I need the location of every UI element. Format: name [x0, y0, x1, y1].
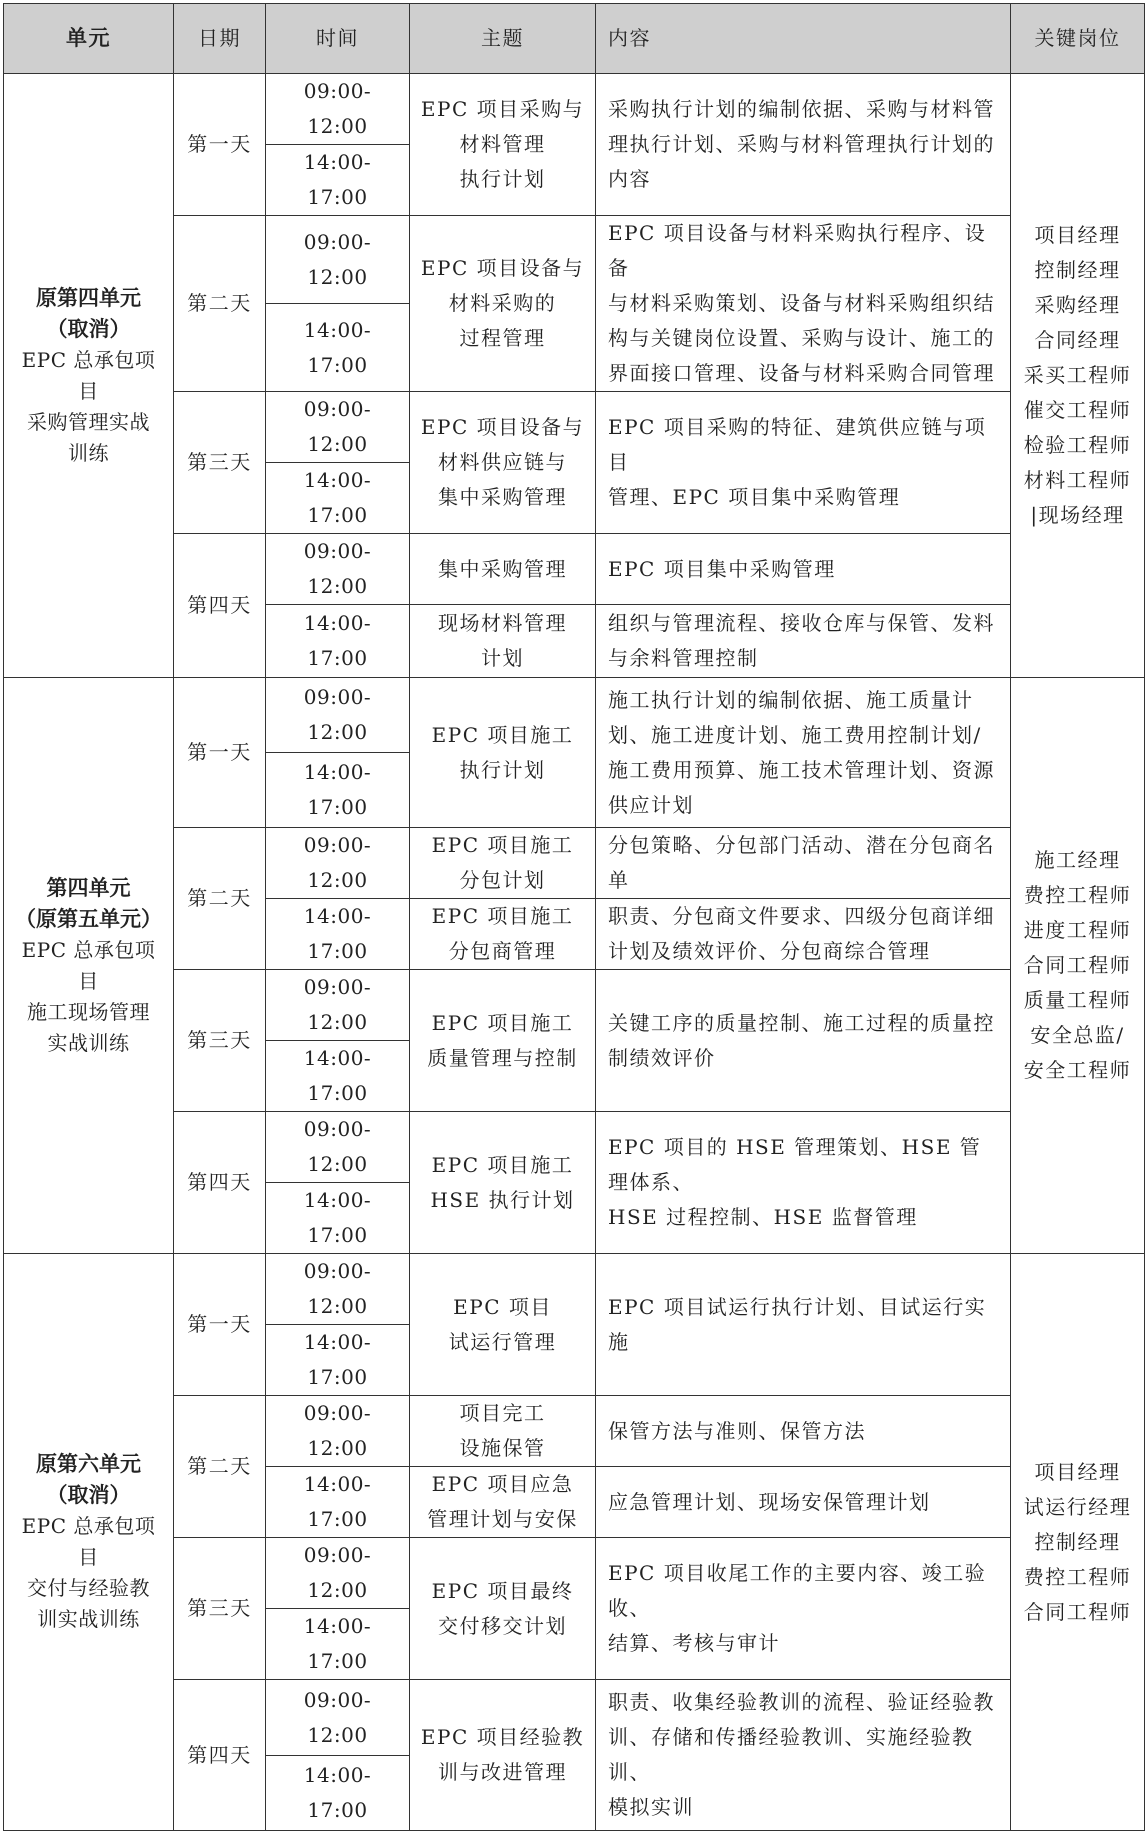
time-slot: 14:00-17:00: [266, 1467, 410, 1538]
time-slot: 14:00-17:00: [266, 1041, 410, 1112]
day-label: 第四天: [174, 1680, 266, 1831]
unit-cell: [4, 74, 174, 678]
role-line: 控制经理: [1034, 1529, 1121, 1554]
content-line: 界面接口管理、设备与材料采购合同管理: [608, 361, 995, 385]
content-cell: [596, 1538, 1011, 1680]
content-line: 关键工序的质量控制、施工过程的质量控: [608, 1010, 995, 1035]
role-line: 试运行经理: [1023, 1494, 1132, 1519]
content-cell: [596, 1680, 1011, 1831]
content-line: 施工执行计划的编制依据、施工质量计: [608, 687, 974, 712]
time-slot: 09:00-12:00: [266, 1112, 410, 1183]
role-line: 安全总监/: [1030, 1023, 1125, 1047]
content-line: 结算、考核与审计: [608, 1631, 780, 1655]
time-slot: 09:00-12:00: [266, 970, 410, 1041]
roles-cell: [1011, 74, 1145, 678]
topic-cell: [410, 1680, 596, 1831]
content-cell: [596, 534, 1011, 605]
content-line: 单: [608, 868, 630, 892]
topic-cell: [410, 74, 596, 216]
topic-line: EPC 项目施工: [431, 833, 574, 857]
unit-desc: 训练: [68, 440, 109, 465]
topic-cell: [410, 1254, 596, 1396]
roles-cell: [1011, 678, 1145, 1254]
topic-cell: [410, 534, 596, 605]
content-cell: [596, 899, 1011, 970]
day-label: 第四天: [174, 1112, 266, 1254]
topic-line: 设施保管: [459, 1436, 546, 1460]
day-label: 第二天: [174, 828, 266, 970]
content-line: EPC 项目设备与材料采购执行程序、设备: [608, 221, 987, 280]
unit-desc: 施工现场管理: [27, 999, 150, 1024]
time-slot: 09:00-12:00: [266, 678, 410, 753]
topic-cell: [410, 1538, 596, 1680]
topic-line: 分包商管理: [448, 939, 557, 963]
content-line: 制绩效评价: [608, 1045, 716, 1070]
role-line: 项目经理: [1034, 1459, 1121, 1484]
time-slot: 09:00-12:00: [266, 392, 410, 463]
header-content: 内容: [596, 4, 1011, 74]
topic-line: 项目完工: [459, 1401, 546, 1425]
time-slot: 14:00-17:00: [266, 145, 410, 216]
content-cell: [596, 1467, 1011, 1538]
content-line: EPC 项目试运行执行计划、目试运行实施: [608, 1294, 987, 1354]
content-line: 施工费用预算、施工技术管理计划、资源: [608, 757, 995, 782]
topic-line: EPC 项目施工: [431, 722, 574, 747]
day-label: 第一天: [174, 1254, 266, 1396]
topic-line: 质量管理与控制: [427, 1045, 578, 1070]
topic-line: 交付移交计划: [438, 1613, 567, 1638]
content-line: 职责、分包商文件要求、四级分包商详细: [608, 904, 995, 928]
topic-line: EPC 项目施工: [431, 904, 574, 928]
role-line: 合同经理: [1034, 328, 1121, 352]
header-roles: 关键岗位: [1011, 4, 1145, 74]
time-slot: 14:00-17:00: [266, 463, 410, 534]
content-cell: [596, 392, 1011, 534]
topic-cell: [410, 1396, 596, 1467]
content-line: 与材料采购策划、设备与材料采购组织结: [608, 291, 995, 315]
unit-desc: EPC 总承包项目: [21, 1514, 156, 1569]
unit-desc: 实战训练: [47, 1030, 130, 1055]
topic-line: EPC 项目经验教: [420, 1725, 585, 1749]
content-line: 构与关键岗位设置、采购与设计、施工的: [608, 326, 995, 350]
role-line: 费控工程师: [1023, 883, 1132, 907]
unit-cell: [4, 678, 174, 1254]
topic-cell: [410, 678, 596, 828]
content-cell: [596, 605, 1011, 678]
topic-line: EPC 项目施工: [431, 1152, 574, 1177]
unit-subtitle: （取消）: [46, 1483, 131, 1507]
role-line: 安全工程师: [1023, 1058, 1132, 1082]
time-slot: 14:00-17:00: [266, 1756, 410, 1831]
roles-cell: [1011, 1254, 1145, 1831]
schedule-table: [3, 3, 1145, 1831]
topic-line: EPC 项目应急: [431, 1472, 574, 1496]
unit-cell: [4, 1254, 174, 1831]
role-line: 合同工程师: [1023, 953, 1132, 977]
unit-desc: 交付与经验教: [27, 1576, 150, 1600]
day-label: 第三天: [174, 1538, 266, 1680]
topic-line: EPC 项目: [453, 1294, 552, 1319]
content-cell: [596, 828, 1011, 899]
role-line: 合同工程师: [1023, 1599, 1132, 1624]
topic-line: 执行计划: [459, 757, 546, 782]
topic-line: HSE 执行计划: [430, 1187, 575, 1212]
header-topic: 主题: [410, 4, 596, 74]
day-label: 第三天: [174, 970, 266, 1112]
unit-title: 原第六单元: [36, 1452, 141, 1476]
day-label: 第二天: [174, 1396, 266, 1538]
topic-cell: [410, 899, 596, 970]
time-slot: 14:00-17:00: [266, 304, 410, 392]
unit-title: 第四单元: [46, 875, 131, 900]
day-label: 第二天: [174, 216, 266, 392]
content-line: 保管方法与准则、保管方法: [608, 1418, 866, 1443]
day-label: 第一天: [174, 678, 266, 828]
content-line: 分包策略、分包部门活动、潜在分包商名: [608, 833, 995, 857]
role-line: |现场经理: [1030, 503, 1125, 527]
topic-line: 管理计划与安保: [427, 1507, 578, 1531]
time-slot: 14:00-17:00: [266, 1609, 410, 1680]
unit-subtitle: （取消）: [46, 316, 131, 341]
topic-line: 材料管理: [459, 132, 546, 156]
time-slot: 14:00-17:00: [266, 899, 410, 970]
unit-desc: 采购管理实战: [27, 409, 150, 434]
content-line: 供应计划: [608, 792, 694, 817]
topic-line: EPC 项目施工: [431, 1010, 574, 1035]
role-line: 控制经理: [1034, 258, 1121, 282]
topic-cell: [410, 1112, 596, 1254]
content-line: EPC 项目集中采购管理: [608, 556, 836, 581]
content-line: 采购执行计划的编制依据、采购与材料管: [608, 97, 995, 121]
day-label: 第三天: [174, 392, 266, 534]
time-slot: 14:00-17:00: [266, 1183, 410, 1254]
content-line: 划、施工进度计划、施工费用控制计划/: [608, 722, 982, 747]
content-cell: [596, 74, 1011, 216]
content-line: 管理、EPC 项目集中采购管理: [608, 485, 901, 509]
time-slot: 09:00-12:00: [266, 74, 410, 145]
time-slot: 14:00-17:00: [266, 1325, 410, 1396]
content-line: 组织与管理流程、接收仓库与保管、发料: [608, 611, 995, 635]
unit-subtitle: （原第五单元）: [15, 906, 162, 931]
time-slot: 09:00-12:00: [266, 828, 410, 899]
topic-line: 计划: [481, 646, 524, 670]
topic-cell: [410, 1467, 596, 1538]
content-cell: [596, 970, 1011, 1112]
content-line: 计划及绩效评价、分包商综合管理: [608, 939, 931, 963]
topic-cell: [410, 828, 596, 899]
topic-line: 现场材料管理: [438, 611, 567, 635]
topic-cell: [410, 216, 596, 392]
role-line: 材料工程师: [1023, 468, 1132, 492]
topic-line: EPC 项目最终: [431, 1578, 574, 1603]
content-line: 职责、收集经验教训的流程、验证经验教: [608, 1690, 995, 1714]
content-line: EPC 项目的 HSE 管理策划、HSE 管理体系、: [608, 1135, 982, 1194]
topic-line: 材料采购的: [448, 291, 557, 315]
content-cell: [596, 1112, 1011, 1254]
role-line: 项目经理: [1034, 223, 1121, 247]
content-cell: [596, 678, 1011, 828]
header-row: [4, 4, 1145, 74]
topic-line: 执行计划: [459, 167, 546, 191]
topic-cell: [410, 970, 596, 1112]
topic-line: 分包计划: [459, 868, 546, 892]
role-line: 进度工程师: [1023, 918, 1132, 942]
header-unit: 单元: [4, 4, 174, 74]
topic-cell: [410, 605, 596, 678]
topic-line: 集中采购管理: [438, 556, 567, 581]
header-date: 日期: [174, 4, 266, 74]
role-line: 催交工程师: [1023, 398, 1132, 422]
content-line: EPC 项目采购的特征、建筑供应链与项目: [608, 415, 987, 474]
time-slot: 09:00-12:00: [266, 534, 410, 605]
unit-title: 原第四单元: [36, 285, 141, 310]
role-line: 采买工程师: [1023, 363, 1132, 387]
role-line: 检验工程师: [1023, 433, 1132, 457]
content-line: 内容: [608, 167, 651, 191]
role-line: 质量工程师: [1023, 988, 1132, 1012]
content-cell: [596, 1396, 1011, 1467]
content-line: 训、存储和传播经验教训、实施经验教训、: [608, 1725, 974, 1784]
unit-desc: EPC 总承包项目: [21, 347, 156, 403]
content-cell: [596, 216, 1011, 392]
content-line: 应急管理计划、现场安保管理计划: [608, 1489, 931, 1514]
topic-line: 试运行管理: [448, 1329, 557, 1354]
day-label: 第一天: [174, 74, 266, 216]
day-label: 第四天: [174, 534, 266, 678]
topic-line: 集中采购管理: [438, 485, 567, 509]
role-line: 施工经理: [1034, 848, 1121, 872]
content-cell: [596, 1254, 1011, 1396]
topic-line: EPC 项目设备与: [420, 415, 585, 439]
time-slot: 09:00-12:00: [266, 1680, 410, 1756]
time-slot: 09:00-12:00: [266, 216, 410, 304]
content-line: 与余料管理控制: [608, 646, 759, 670]
time-slot: 09:00-12:00: [266, 1254, 410, 1325]
topic-line: 材料供应链与: [438, 450, 567, 474]
content-line: EPC 项目收尾工作的主要内容、竣工验收、: [608, 1561, 987, 1620]
unit-desc: 训实战训练: [37, 1607, 140, 1631]
role-line: 费控工程师: [1023, 1564, 1132, 1589]
topic-line: 过程管理: [459, 326, 546, 350]
unit-desc: EPC 总承包项目: [21, 937, 156, 993]
time-slot: 09:00-12:00: [266, 1396, 410, 1467]
topic-line: 训与改进管理: [438, 1760, 567, 1784]
time-slot: 14:00-17:00: [266, 605, 410, 678]
time-slot: 14:00-17:00: [266, 753, 410, 828]
time-slot: 09:00-12:00: [266, 1538, 410, 1609]
header-time: 时间: [266, 4, 410, 74]
topic-line: EPC 项目采购与: [420, 97, 585, 121]
content-line: 模拟实训: [608, 1795, 694, 1819]
content-line: HSE 过程控制、HSE 监督管理: [608, 1205, 918, 1229]
topic-cell: [410, 392, 596, 534]
topic-line: EPC 项目设备与: [420, 256, 585, 280]
content-line: 理执行计划、采购与材料管理执行计划的: [608, 132, 995, 156]
role-line: 采购经理: [1034, 293, 1121, 317]
